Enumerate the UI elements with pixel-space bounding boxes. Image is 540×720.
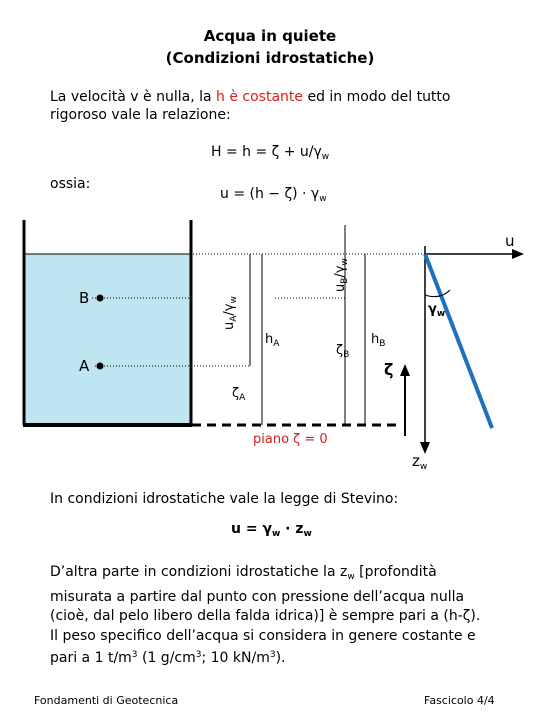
body-line-3: (cioè, dal pelo libero della falda idrica)] è sempre pari a (h-ζ). [50,608,481,624]
point-b-label: B [79,289,90,307]
zw-label-main: z [412,452,420,470]
footer-right: Fascicolo 4/4 [424,694,495,707]
stevino-sentence: In condizioni idrostatiche vale la legge di Stevino: [50,491,399,507]
body-line-1 [50,563,487,588]
datum-label: piano ζ = 0 [253,432,328,447]
ossia-label: ossia: [50,176,91,192]
za-label [232,386,245,403]
body-line-5-sup1: 3 [131,650,138,660]
ua-label-tail: /γ [222,303,237,316]
intro-text-3: rigoroso vale la relazione: [50,107,231,123]
stevino-formula [231,521,312,539]
title-line-1: Acqua in quiete [203,27,337,45]
zb-label [336,343,349,360]
zeta-axis-arrowhead [400,364,410,376]
ub-label-sub: B [340,277,350,284]
zeta-axis-label: ζ [384,360,394,379]
point-b-marker [97,295,104,302]
u-axis-label: u [505,232,515,250]
ua-label-sub: A [229,315,239,322]
formula-pressure-text: u = (h − ζ) · γ [220,186,320,202]
ua-label [222,296,239,330]
stevino-formula-mid: · z [280,521,304,537]
hb-label-sub: B [379,339,386,349]
body-line-2: misurata a partire dal punto con pressione dell’acqua nulla [50,588,465,605]
ua-label-tail-sub: w [229,296,239,304]
point-a-marker [97,363,104,370]
formula-head-text: H = h = ζ + u/γ [211,144,322,160]
stevino-formula-sub1: w [271,529,281,539]
body-line-4: Il peso specifico dell’acqua si considera in genere costante e [50,627,476,644]
u-axis-arrowhead [512,249,524,259]
hb-label [371,332,385,349]
body-paragraph [50,563,487,669]
zw-label-sub: w [419,462,428,472]
body-line-5-sup3: 3 [269,650,276,660]
ub-label-tail: /γ [333,265,348,278]
body-line-5-a: pari a 1 t/m [50,650,132,666]
ha-label-main: h [265,332,274,347]
ub-label [333,258,350,292]
body-line-1-b: [profondità [354,564,437,580]
body-line-1-a: D’altra parte in condizioni idrostatiche la z [50,564,348,580]
zb-label-main: ζ [336,343,344,358]
intro-text-1: La velocità v è nulla, la [50,89,217,105]
ha-label-sub: A [273,339,280,349]
ub-label-main: u [333,283,348,292]
point-a-label: A [79,357,90,375]
body-line-5 [50,646,487,669]
hb-label-main: h [371,332,380,347]
body-line-1-sub: w [347,572,355,582]
formula-pressure-sub: w [319,194,327,204]
water-body [25,254,190,424]
ub-label-tail-sub: w [340,258,350,266]
ua-label-main: u [222,321,237,330]
pressure-line [425,254,492,428]
footer-left: Fondamenti di Geotecnica [34,694,179,707]
body-line-5-b: (1 g/cm [137,650,196,666]
za-label-main: ζ [232,386,240,401]
za-label-sub: A [239,393,246,403]
gamma-label-main: γ [428,302,437,317]
gamma-label [428,302,445,319]
stevino-formula-sub2: w [303,529,312,539]
body-line-5-d: ). [275,650,286,666]
intro-highlight: h è costante [216,89,304,105]
zb-label-sub: B [343,350,350,360]
intro-text-2: ed in modo del tutto [303,89,451,105]
body-line-5-sup2: 3 [195,650,202,660]
title-line-2: (Condizioni idrostatiche) [165,49,375,67]
zw-label [412,452,427,472]
ha-label [265,332,279,349]
stevino-formula-text: u = γ [231,521,272,537]
formula-head-sub: w [321,152,330,162]
gamma-label-sub: w [436,309,446,319]
body-line-5-c: ; 10 kN/m [201,650,270,666]
